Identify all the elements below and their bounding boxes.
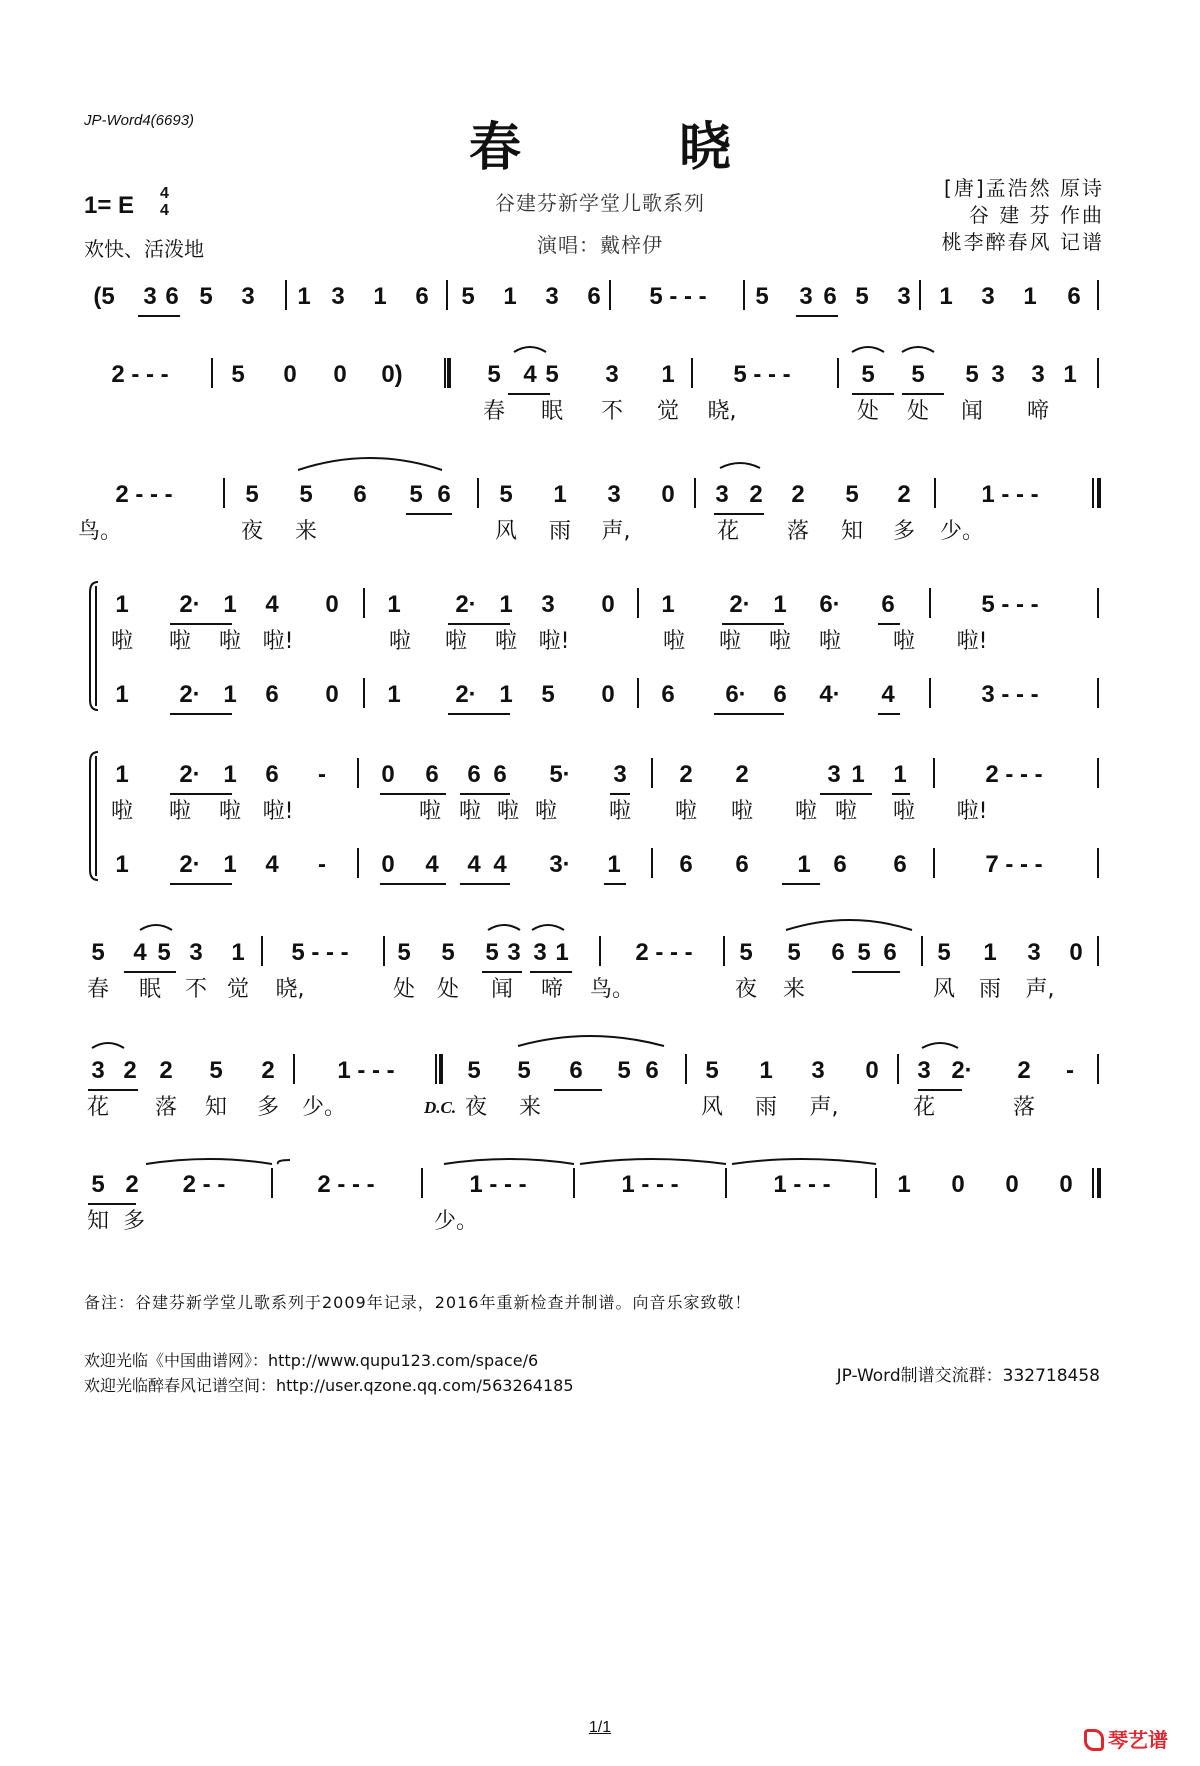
note: 1 [939,283,953,310]
note: 5 [485,939,499,966]
note: 5 [739,939,753,966]
note: 5 [461,283,475,310]
lyric: 处 [906,399,930,424]
lyric: 啦 [110,629,134,654]
note: 2 - - - [317,1171,375,1198]
note: 4 [265,591,279,618]
note: 2 [123,1057,137,1084]
note: 1 [231,939,245,966]
note: 1 [223,851,237,878]
note: 6 [165,283,179,310]
note: 5 [541,681,555,708]
note: 2· [179,851,201,878]
note: 1 [223,591,237,618]
lyric: 雨 [754,1095,778,1120]
note: 2· [729,591,751,618]
note: 1 [503,283,517,310]
lyric: 处 [392,977,416,1002]
note: 5 [91,1171,105,1198]
note: 5 [441,939,455,966]
note: 3 [715,481,729,508]
lyric: 声, [1025,977,1055,1002]
note: 6 [569,1057,583,1084]
lyric: 啦 [818,629,842,654]
note: 5 [199,283,213,310]
note: 3 [811,1057,825,1084]
note: 1 - - - [337,1057,395,1084]
note: 5 [467,1057,481,1084]
note: 4 [493,851,507,878]
note: 2· [179,591,201,618]
score-line-5 [115,681,1038,708]
note: 3· [549,851,571,878]
lyric: 啦 [892,799,916,824]
page-number [0,1719,1200,1737]
lyric: 啦 [168,629,192,654]
lyric: 啦 [458,799,482,824]
lyric: 啦! [262,629,294,654]
note: 0 [381,761,395,788]
note: 0 [1005,1171,1019,1198]
note: 2 [735,761,749,788]
singer: 演唱：戴梓伊 [537,233,663,257]
lyric: 雨 [548,519,572,544]
note: 5 [911,361,925,388]
lyric: 夜 [734,977,758,1002]
note: 5 [545,361,559,388]
lyric: 啦 [496,799,520,824]
note: 3 - - - [981,681,1039,708]
note: 6 [773,681,787,708]
lyric: 啦 [218,629,242,654]
note: 3 [897,283,911,310]
note: - [318,761,326,788]
note: 6 [823,283,837,310]
score-line-9 [87,1057,1074,1120]
note: 6 [493,761,507,788]
note: 1 [797,851,811,878]
lyric: 知 [86,1209,110,1234]
lyric: 风 [700,1095,724,1120]
remark-note: 备注：谷建芬新学堂儿歌系列于2009年记录，2016年重新检查并制谱。向音乐家致敬！ [84,1293,752,1312]
note: 1 - - - [981,481,1039,508]
meter-bottom: 4 [160,202,169,219]
lyric: 知 [204,1095,228,1120]
software-version: JP-Word4(6693) [84,112,195,129]
lyric: 知 [840,519,864,544]
welcome-link-qzone[interactable]: 欢迎光临醉春风记谱空间：http://user.qzone.qq.com/563264185 [84,1376,574,1395]
note: 6 [1067,283,1081,310]
lyric: 多 [122,1209,146,1234]
note: 6 [415,283,429,310]
score-line-3 [78,481,1039,544]
note: 4 [523,361,537,388]
note: 3 [613,761,627,788]
note: 3 [799,283,813,310]
note: 2· [455,591,477,618]
note: 6 [467,761,481,788]
note: 0 [951,1171,965,1198]
lyric: 多 [892,519,916,544]
lyric: 啦 [662,629,686,654]
note: 0 [601,681,615,708]
lyric: 啦 [730,799,754,824]
tempo-marking: 欢快、活泼地 [84,237,204,261]
note: 3 [91,1057,105,1084]
score-line-2 [111,361,1076,424]
note: 0 [1069,939,1083,966]
lyric: 啼 [1026,399,1050,424]
note: 1 [223,681,237,708]
note: 0 [661,481,675,508]
note: 5 [397,939,411,966]
lyric: 花 [86,1095,110,1120]
lyric: 不 [600,399,624,424]
lyric: 啦 [794,799,818,824]
lyric: 来 [294,519,318,544]
note: 1 [373,283,387,310]
note: 5 - - - [733,361,791,388]
lyric: 春 [482,399,506,424]
note: 2 [159,1057,173,1084]
note: 5 [845,481,859,508]
site-logo [1084,1724,1168,1753]
note: 4 [133,939,147,966]
note: 1 [115,851,129,878]
lyric: 啦! [538,629,570,654]
note: 1 [897,1171,911,1198]
note: 1 [499,681,513,708]
note: 3 [533,939,547,966]
note: 2 [791,481,805,508]
lyric: 来 [518,1095,542,1120]
note: 1 [759,1057,773,1084]
note: 1 [115,761,129,788]
note: 4 [881,681,895,708]
note: 5 [517,1057,531,1084]
lyric: 闻 [490,977,514,1002]
lyric: 鸟。 [589,977,635,1002]
lyric: 夜 [240,519,264,544]
note: 5 [231,361,245,388]
score-line-1 [93,283,1080,310]
note: 0 [325,591,339,618]
note: 0) [381,361,403,388]
note: 3 [605,361,619,388]
note: 5 - - - [981,591,1039,618]
note: 2 [679,761,693,788]
lyric: 啦 [718,629,742,654]
piano-logo-icon [1084,1729,1104,1751]
note: 2 [897,481,911,508]
credit-transcriber: 桃李醉春风 记谱 [941,230,1104,254]
note: 6 [265,681,279,708]
note: 3 [545,283,559,310]
note: 3 [143,283,157,310]
note: 5 [299,481,313,508]
lyric: 落 [154,1095,178,1120]
lyric: 啦 [218,799,242,824]
dc-marking: D.C. [424,1098,457,1117]
note: 1 [1023,283,1037,310]
note: 3 [607,481,621,508]
note: 0 [325,681,339,708]
credit-lyricist: [唐]孟浩然 原诗 [944,176,1104,200]
note: 1 [553,481,567,508]
note: 5 [861,361,875,388]
note: 5 [617,1057,631,1084]
note: 6 [679,851,693,878]
note: 2 [1017,1057,1031,1084]
note: 6 [881,591,895,618]
note: 5 [409,481,423,508]
note: 6 [735,851,749,878]
note: 1 [499,591,513,618]
song-title: 春 晓 [468,117,802,178]
note: 1 [851,761,865,788]
note: 1 - - - [469,1171,527,1198]
note: 6· [725,681,747,708]
score-line-7 [115,851,1042,878]
note: 1 [607,851,621,878]
lyric: 夜 [464,1095,488,1120]
lyric: 处 [856,399,880,424]
note: 1 [555,939,569,966]
lyric: 多 [256,1095,280,1120]
note: 6 [353,481,367,508]
lyric: 风 [494,519,518,544]
lyric: 觉 [656,399,680,424]
note: 1 [223,761,237,788]
key-signature: 1= E [84,192,135,219]
note: 1 [893,761,907,788]
note: 5 [937,939,951,966]
note: 3 [917,1057,931,1084]
note: 1 [387,681,401,708]
note: 5 [209,1057,223,1084]
lyric: 春 [86,977,110,1002]
note: 6 [883,939,897,966]
note: 5 - - - [649,283,707,310]
note: 5 [157,939,171,966]
note: 1 [773,591,787,618]
lyric: 啦! [956,799,988,824]
lyric: 雨 [978,977,1002,1002]
lyric: 晓, [275,977,305,1002]
note: 4· [819,681,841,708]
lyric: 啦 [834,799,858,824]
note: 2 - - - [635,939,693,966]
lyric: 啦 [892,629,916,654]
note: - [318,851,326,878]
note: 1 [115,681,129,708]
note: 1 - - - [773,1171,831,1198]
lyric: 落 [1012,1095,1036,1120]
note: 1 [983,939,997,966]
note: 2· [951,1057,973,1084]
note: 2 [125,1171,139,1198]
lyric: 风 [932,977,956,1002]
note: 5 [487,361,501,388]
note: 7 - - - [985,851,1043,878]
note: 6 [587,283,601,310]
note: 2· [455,681,477,708]
lyric: 眠 [138,977,162,1002]
lyric: 来 [782,977,806,1002]
note: 2 - - - [985,761,1043,788]
barlines [90,280,1099,1198]
note: 2 [261,1057,275,1084]
lyric: 啦 [388,629,412,654]
note: 6 [831,939,845,966]
score-line-4 [111,591,1039,654]
note: 5 [855,283,869,310]
welcome-link-qupu[interactable]: 欢迎光临《中国曲谱网》：http://www.qupu123.com/space/6 [84,1351,539,1370]
note: 0 [381,851,395,878]
meter-top: 4 [160,185,169,202]
series-name: 谷建芬新学堂儿歌系列 [495,191,705,215]
score-line-6 [111,761,1043,824]
note: 5 [91,939,105,966]
note: 6 [265,761,279,788]
note: 1 [1063,361,1077,388]
note: 3 [241,283,255,310]
lyric: 啦! [956,629,988,654]
note: (5 [93,283,115,310]
score-line-10 [87,1171,1073,1234]
note: 1 [661,591,675,618]
note: 1 [387,591,401,618]
lyric: 花 [912,1095,936,1120]
note: 6 [425,761,439,788]
note: 3 [507,939,521,966]
lyric: 啦 [674,799,698,824]
note: 2 - - [182,1171,226,1198]
note: 3 [189,939,203,966]
note: 5· [549,761,571,788]
note: 6· [819,591,841,618]
lyric: 啦 [168,799,192,824]
note: 0 [333,361,347,388]
note: 3 [331,283,345,310]
note: 5 [755,283,769,310]
page-number-text: 1/1 [588,1719,612,1736]
lyric: 处 [436,977,460,1002]
note: 3 [541,591,555,618]
note: 1 [115,591,129,618]
logo-text: 琴艺谱 [1108,1728,1168,1752]
note: 0 [283,361,297,388]
lyric: 声, [809,1095,839,1120]
note: 4 [425,851,439,878]
lyric: 啦 [444,629,468,654]
note: 2 - - - [111,361,169,388]
note: 1 [297,283,311,310]
lyric: 啦! [262,799,294,824]
note: 3 [827,761,841,788]
lyric: 觉 [226,977,250,1002]
note: 6 [437,481,451,508]
note: 5 [705,1057,719,1084]
score-line-8 [87,939,1083,1002]
lyric: 啦 [494,629,518,654]
note: 5 [499,481,513,508]
note: 4 [265,851,279,878]
note: 3 [1031,361,1045,388]
note: 5 [857,939,871,966]
note: 6 [833,851,847,878]
note: 5 [787,939,801,966]
note: 2· [179,681,201,708]
note: 6 [645,1057,659,1084]
note: 3 [991,361,1005,388]
group-info: JP-Word制谱交流群：332718458 [836,1366,1100,1386]
lyric: 少。 [433,1209,479,1234]
lyric: 啦 [768,629,792,654]
note: 5 - - - [291,939,349,966]
note: 6 [661,681,675,708]
lyric: 少。 [939,519,985,544]
lyric: 声, [601,519,631,544]
note: 3 [981,283,995,310]
note: 5 [245,481,259,508]
lyric: 花 [716,519,740,544]
note: 1 [661,361,675,388]
lyric: 少。 [301,1095,347,1120]
lyric: 落 [786,519,810,544]
lyric: 啦 [608,799,632,824]
credit-composer: 谷 建 芬 作曲 [968,203,1104,227]
note: 0 [601,591,615,618]
lyric: 闻 [960,399,984,424]
note: 0 [1059,1171,1073,1198]
lyric: 啦 [534,799,558,824]
lyric: 晓, [707,399,737,424]
lyric: 啼 [540,977,564,1002]
note: 1 - - - [621,1171,679,1198]
lyric: 鸟。 [77,519,123,544]
note: 2 - - - [115,481,173,508]
lyric: 啦 [418,799,442,824]
lyric: 不 [184,977,208,1002]
note: 0 [865,1057,879,1084]
note: 4 [467,851,481,878]
note: 6 [893,851,907,878]
note: 2· [179,761,201,788]
note: - [1066,1057,1074,1084]
lyric: 眠 [540,399,564,424]
note: 2 [749,481,763,508]
note: 3 [1027,939,1041,966]
lyric: 啦 [110,799,134,824]
note: 5 [965,361,979,388]
